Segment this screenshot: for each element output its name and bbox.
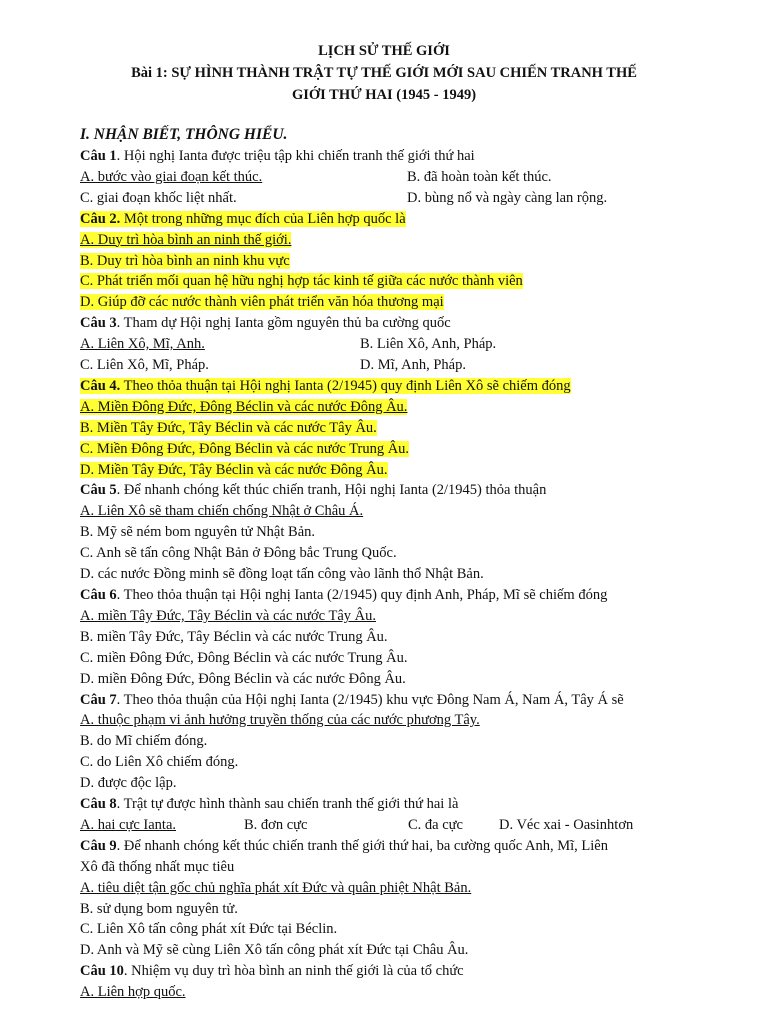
question-6-option-a: A. miền Tây Đức, Tây Béclin và các nước Tây Âu. (80, 607, 376, 624)
document-header (0, 40, 768, 106)
question-3-options-row-1 (80, 334, 720, 355)
subject-title: LỊCH SỬ THẾ GIỚI (318, 43, 450, 59)
question-label: Câu 9 (80, 837, 117, 854)
question-text: . Nhiệm vụ duy trì hòa bình an ninh thế giới là của tổ chức (123, 963, 464, 980)
question-label: Câu 8 (80, 796, 117, 813)
option-a: A. bước vào giai đoạn kết thúc. (80, 168, 263, 185)
question-5-option-c: C. Anh sẽ tấn công Nhật Bản ở Đông bắc Trung Quốc. (80, 545, 397, 562)
question-label: Câu 5 (80, 482, 117, 499)
question-4-option-a: A. Miền Đông Đức, Đông Béclin và các nước Đông Âu. (80, 398, 408, 415)
question-label: Câu 3 (80, 315, 117, 332)
question-7-option-a: A. thuộc phạm vi ảnh hưởng truyền thống của các nước phương Tây. (80, 712, 480, 729)
option-a: A. hai cực Ianta. (80, 816, 177, 833)
question-7-option-b: B. do Mĩ chiếm đóng. (80, 733, 208, 750)
question-6-option-d: D. miền Đông Đức, Đông Béclin và các nước Đông Âu. (80, 670, 406, 687)
question-4-option-b: B. Miền Tây Đức, Tây Béclin và các nước Tây Âu. (80, 419, 377, 436)
question-2-option-c: C. Phát triển mối quan hệ hữu nghị hợp tác kinh tế giữa các nước thành viên (80, 273, 523, 290)
question-label: Câu 4. (80, 377, 121, 394)
question-10-option-a: A. Liên hợp quốc. (80, 984, 186, 1001)
question-9-option-c: C. Liên Xô tấn công phát xít Đức tại Béclin. (80, 921, 338, 938)
question-3 (80, 313, 720, 334)
option-c: C. đa cực (408, 816, 463, 833)
lesson-title-line-1: Bài 1: SỰ HÌNH THÀNH TRẬT TỰ THẾ GIỚI MỚI SAU CHIẾN TRANH THẾ (131, 65, 637, 81)
question-text: . Hội nghị Ianta được triệu tập khi chiến tranh thế giới thứ hai (116, 148, 475, 164)
question-5-option-b: B. Mỹ sẽ ném bom nguyên tử Nhật Bản. (80, 524, 316, 541)
question-label: Câu 6 (80, 586, 117, 603)
question-2 (80, 209, 720, 230)
option-a: A. Liên Xô, Mĩ, Anh. (80, 336, 205, 353)
question-8-options (80, 815, 720, 836)
question-4-option-d: D. Miền Tây Đức, Tây Béclin và các nước Đông Âu. (80, 461, 388, 478)
question-4 (80, 376, 720, 397)
question-10 (80, 961, 720, 982)
section-heading: I. NHẬN BIẾT, THÔNG HIỂU. (80, 126, 288, 143)
question-text: . Trật tự được hình thành sau chiến tranh thế giới thứ hai là (116, 796, 459, 813)
question-7-option-c: C. do Liên Xô chiếm đóng. (80, 754, 239, 771)
question-2-option-d: D. Giúp đỡ các nước thành viên phát triển văn hóa thương mại (80, 294, 444, 311)
question-label: Câu 1 (80, 148, 117, 164)
question-1 (80, 146, 720, 167)
question-4-option-c: C. Miền Đông Đức, Đông Béclin và các nước Trung Âu. (80, 440, 410, 457)
question-6-option-b: B. miền Tây Đức, Tây Béclin và các nước Trung Âu. (80, 628, 388, 645)
question-text: . Theo thỏa thuận tại Hội nghị Ianta (2/1945) quy định Anh, Pháp, Mĩ sẽ chiếm đóng (116, 586, 608, 603)
question-label: Câu 2. (80, 210, 121, 227)
question-6-option-c: C. miền Đông Đức, Đông Béclin và các nước Trung Âu. (80, 649, 408, 666)
question-3-options-row-2 (80, 355, 720, 376)
question-text: Một trong những mục đích của Liên hợp quốc là (120, 210, 406, 227)
question-text: . Tham dự Hội nghị Ianta gồm nguyên thủ ba cường quốc (116, 315, 451, 332)
option-b: B. đã hoàn toàn kết thúc. (407, 168, 552, 185)
question-6 (80, 585, 720, 606)
question-5-option-a: A. Liên Xô sẽ tham chiến chống Nhật ở Châu Á. (80, 503, 364, 520)
document-body (80, 124, 720, 1003)
question-9-continued: Xô đã thống nhất mục tiêu (80, 858, 235, 875)
question-label: Câu 7 (80, 691, 117, 708)
question-text: . Theo thỏa thuận của Hội nghị Ianta (2/1945) khu vực Đông Nam Á, Nam Á, Tây Á sẽ (116, 691, 624, 708)
question-5 (80, 480, 720, 501)
option-b: B. đơn cực (244, 816, 308, 833)
option-d: D. Mĩ, Anh, Pháp. (360, 357, 466, 374)
question-1-options-row-1 (80, 167, 720, 188)
question-text: Theo thỏa thuận tại Hội nghị Ianta (2/1945) quy định Liên Xô sẽ chiếm đóng (120, 377, 571, 394)
question-7-option-d: D. được độc lập. (80, 775, 177, 792)
question-1-options-row-2 (80, 188, 720, 209)
question-2-option-b: B. Duy trì hòa bình an ninh khu vực (80, 252, 290, 269)
question-2-option-a: A. Duy trì hòa bình an ninh thế giới. (80, 231, 292, 248)
question-9-option-b: B. sử dụng bom nguyên tử. (80, 900, 238, 917)
question-text: . Để nhanh chóng kết thúc chiến tranh thế giới thứ hai, ba cường quốc Anh, Mĩ, Liên (116, 837, 608, 854)
option-c: C. giai đoạn khốc liệt nhất. (80, 189, 237, 206)
question-9-option-d: D. Anh và Mỹ sẽ cùng Liên Xô tấn công phát xít Đức tại Châu Âu. (80, 942, 469, 959)
question-7 (80, 690, 720, 711)
question-9-option-a: A. tiêu diệt tận gốc chủ nghĩa phát xít Đức và quân phiệt Nhật Bản. (80, 879, 472, 896)
question-9 (80, 836, 720, 857)
lesson-title-line-2: GIỚI THỨ HAI (1945 - 1949) (291, 87, 477, 103)
option-b: B. Liên Xô, Anh, Pháp. (360, 336, 497, 353)
option-c: C. Liên Xô, Mĩ, Pháp. (80, 357, 209, 374)
question-label: Câu 10 (80, 963, 124, 980)
question-text: . Để nhanh chóng kết thúc chiến tranh, Hội nghị Ianta (2/1945) thỏa thuận (116, 482, 547, 499)
option-d: D. Véc xai - Oasinhtơn (499, 816, 634, 833)
option-d: D. bùng nổ và ngày càng lan rộng. (407, 189, 608, 206)
question-8 (80, 794, 720, 815)
question-5-option-d: D. các nước Đồng minh sẽ đồng loạt tấn công vào lãnh thổ Nhật Bản. (80, 566, 484, 583)
